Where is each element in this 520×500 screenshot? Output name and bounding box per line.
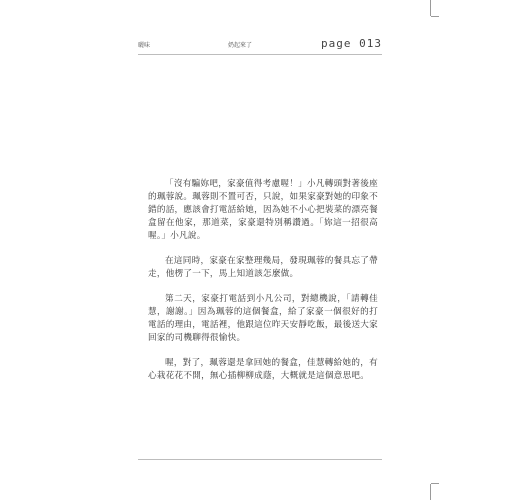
page-number-label: page 013 <box>321 37 382 50</box>
paragraph: 第二天，家豪打電話到小凡公司，對總機說，「請轉佳慧，謝謝。」因為珮蓉的這個餐盒，給了家豪一個很好的打電話的理由，電話裡，他跟這位昨天安靜吃飯，最後送大家回家的司機聊得很愉快。 <box>148 294 378 343</box>
paragraph: 「沒有騙妳吧，家豪值得考慮喔！」小凡轉頭對著後座的珮蓉說。珮蓉則不置可否，只說，如果家豪對她的印象不錯的話，應該會打電話給她，因為她不小心把裝菜的漂亮餐盒留在他家，那道菜，家豪還特別稱讚過。「妳這一招很高喔。」小凡說。 <box>148 179 378 241</box>
paragraph: 喔，對了，珮蓉還是拿回她的餐盒，佳慧轉給她的，有心栽花花不開，無心插柳柳成蔭，大概就是這個意思吧。 <box>148 358 378 381</box>
header-section-title: 曬味 <box>138 42 151 49</box>
footer-rule <box>138 459 382 460</box>
crop-mark-bottom-vertical <box>430 484 431 500</box>
crop-mark-bottom-horizontal <box>431 483 439 484</box>
crop-mark-top-vertical <box>430 0 431 16</box>
header-rule <box>138 54 382 55</box>
body-text <box>148 178 378 395</box>
header-chapter-title: 奶起來了 <box>228 42 253 49</box>
running-header <box>138 38 382 54</box>
crop-mark-top-horizontal <box>431 16 439 17</box>
paragraph: 在這同時，家豪在家整理幾局，發現珮蓉的餐具忘了帶走，他楞了一下，馬上知道該怎麼做。 <box>148 256 378 279</box>
